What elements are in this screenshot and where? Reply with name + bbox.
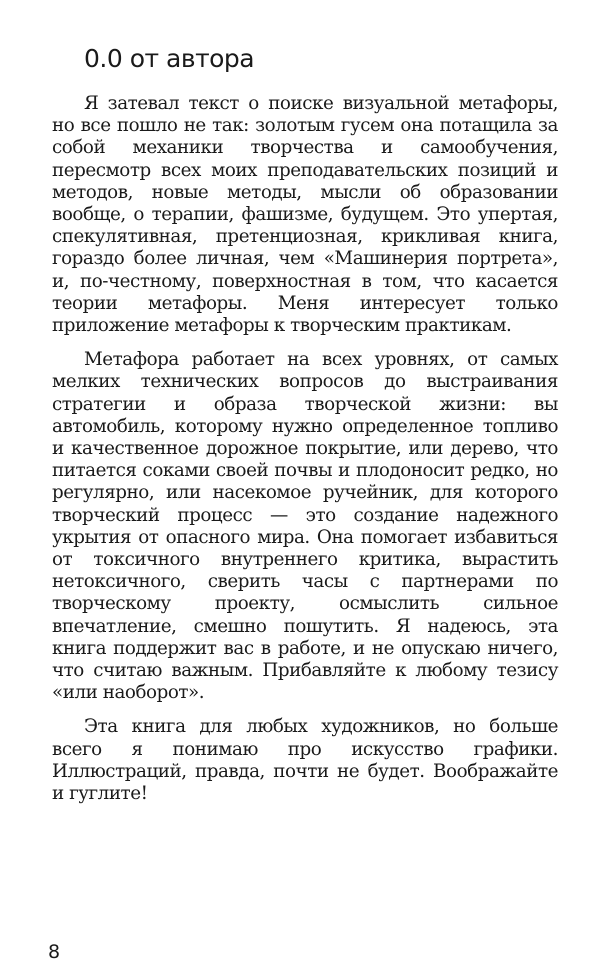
paragraph-1: Я затевал текст о поиске визуальной метафоры, но все пошло не так: золотым гусем она потащила за собой механики творчества и самообучения, пересмотр всех моих преподавательских позиций и методов, новые методы, мысли об образовании вообще, о терапии, фашизме, будущем. Это упертая, спекулятивная, претенциозная, крикливая книга, гораздо более личная, чем «Машинерия портрета», и, по-честному, поверхностная в том, что касается теории метафоры. Меня интересует только приложение метафоры к творческим практикам.	[52, 93, 558, 337]
paragraph-3: Эта книга для любых художников, но больше всего я понимаю про искусство графики. Иллюстраций, правда, почти не будет. Воображайте и гуглите!	[52, 716, 558, 805]
chapter-heading: 0.0 от автора	[84, 44, 255, 73]
body-text	[52, 93, 558, 817]
page-number: 8	[48, 941, 61, 963]
paragraph-2: Метафора работает на всех уровнях, от самых мелких технических вопросов до выстраивания стратегии и образа творческой жизни: вы автомобиль, которому нужно определенное топливо и качественное дорожное покрытие, или дерево, что питается соками своей почвы и плодоносит редко, но регулярно, или насекомое ручейник, для которого творческий процесс — это создание надежного укрытия от опасного мира. Она помогает избавиться от токсичного внутреннего критика, вырастить нетоксичного, сверить часы с партнерами по творческому проекту, осмыслить сильное впечатление, смешно пошутить. Я надеюсь, эта книга поддержит вас в работе, и не опускаю ничего, что считаю важным. Прибавляйте к любому тезису «или наоборот».	[52, 349, 558, 704]
